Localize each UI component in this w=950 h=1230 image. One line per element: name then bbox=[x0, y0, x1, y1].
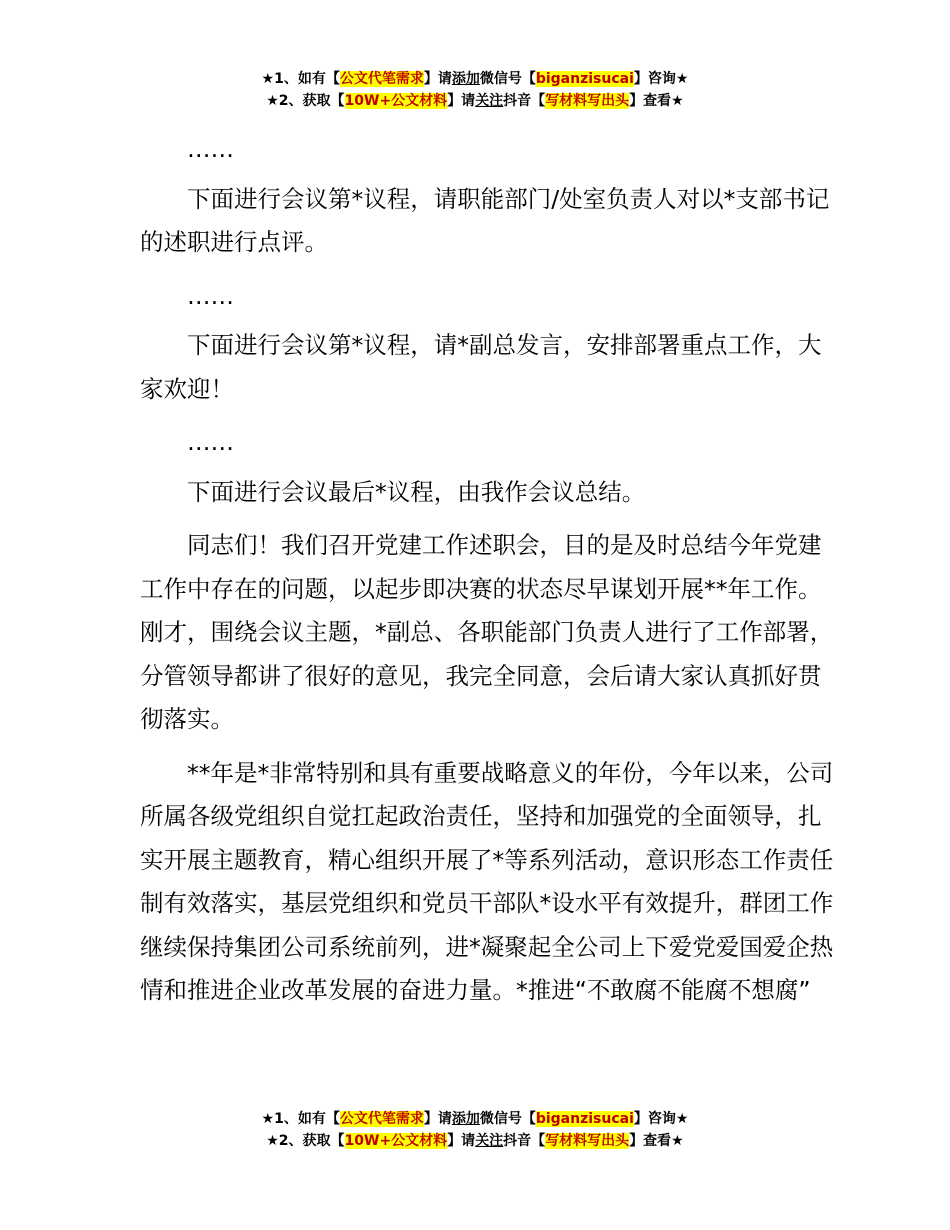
banner-text: 】请 bbox=[423, 71, 452, 87]
banner-text: 】咨询★ bbox=[633, 71, 689, 87]
banner-text: 抖音【 bbox=[503, 93, 546, 109]
highlight-service: 公文代笔需求 bbox=[339, 71, 424, 87]
paragraph-ellipsis: …… bbox=[187, 428, 234, 456]
paragraph: 下面进行会议第*议程，请*副总发言，安排部署重点工作，大家欢迎！ bbox=[140, 331, 822, 403]
banner-underlined-text: 关注 bbox=[475, 1133, 504, 1149]
highlight-service: 公文代笔需求 bbox=[339, 1111, 424, 1127]
banner-text: 抖音【 bbox=[503, 1133, 546, 1149]
banner-underlined-text: 关注 bbox=[475, 93, 504, 109]
banner-text: 微信号【 bbox=[479, 1111, 536, 1127]
highlight-wechat-id: biganzisucai bbox=[535, 1111, 634, 1127]
banner-line-1 bbox=[0, 1108, 950, 1130]
paragraph: 同志们！我们召开党建工作述职会，目的是及时总结今年党建工作中存在的问题，以起步即决赛的状态尽早谋划开展**年工作。刚才，围绕会议主题，*副总、各职能部门负责人进行了工作部署，分管领导都讲了很好的意见，我完全同意，会后请大家认真抓好贯彻落实。 bbox=[140, 531, 834, 733]
banner-text: 】查看★ bbox=[629, 93, 684, 109]
banner-text: 】请 bbox=[447, 93, 476, 109]
banner-text: ★1、如有【 bbox=[261, 71, 340, 87]
paragraph: **年是*非常特别和具有重要战略意义的年份，今年以来，公司所属各级党组织自觉扛起政治责任，坚持和加强党的全面领导，扎实开展主题教育，精心组织开展了*等系列活动，意识形态工作责任制有效落实，基层党组织和党员干部队*设水平有效提升，群团工作继续保持集团公司系统前列，进*凝聚起全公司上下爱党爱国爱企热情和推进企业改革发展的奋进力量。*推进“不敢腐不能腐不想腐” bbox=[140, 758, 834, 1004]
highlight-account: 写材料写出头 bbox=[545, 1133, 630, 1149]
banner-text: 微信号【 bbox=[479, 71, 536, 87]
banner-text: 】请 bbox=[447, 1133, 476, 1149]
banner-line-1 bbox=[0, 68, 950, 90]
highlight-wechat-id: biganzisucai bbox=[535, 71, 634, 87]
paragraph-ellipsis: …… bbox=[187, 135, 234, 163]
paragraph: 下面进行会议最后*议程，由我作会议总结。 bbox=[187, 477, 646, 506]
highlight-materials: 10W+公文材料 bbox=[344, 93, 448, 109]
highlight-account: 写材料写出头 bbox=[545, 93, 630, 109]
banner-underlined-text: 添加 bbox=[451, 1111, 480, 1127]
banner-line-2 bbox=[0, 1130, 950, 1152]
banner-underlined-text: 添加 bbox=[451, 71, 480, 87]
banner-text: 】查看★ bbox=[629, 1133, 684, 1149]
footer-banner bbox=[0, 1108, 950, 1152]
paragraph: 下面进行会议第*议程，请职能部门/处室负责人对以*支部书记的述职进行点评。 bbox=[140, 184, 830, 256]
banner-text: 】请 bbox=[423, 1111, 452, 1127]
banner-text: 】咨询★ bbox=[633, 1111, 689, 1127]
document-body bbox=[140, 128, 840, 1023]
banner-line-2 bbox=[0, 90, 950, 112]
banner-text: ★2、获取【 bbox=[266, 1133, 345, 1149]
header-banner bbox=[0, 68, 950, 112]
banner-text: ★1、如有【 bbox=[261, 1111, 340, 1127]
highlight-materials: 10W+公文材料 bbox=[344, 1133, 448, 1149]
banner-text: ★2、获取【 bbox=[266, 93, 345, 109]
paragraph-ellipsis: …… bbox=[187, 281, 234, 310]
